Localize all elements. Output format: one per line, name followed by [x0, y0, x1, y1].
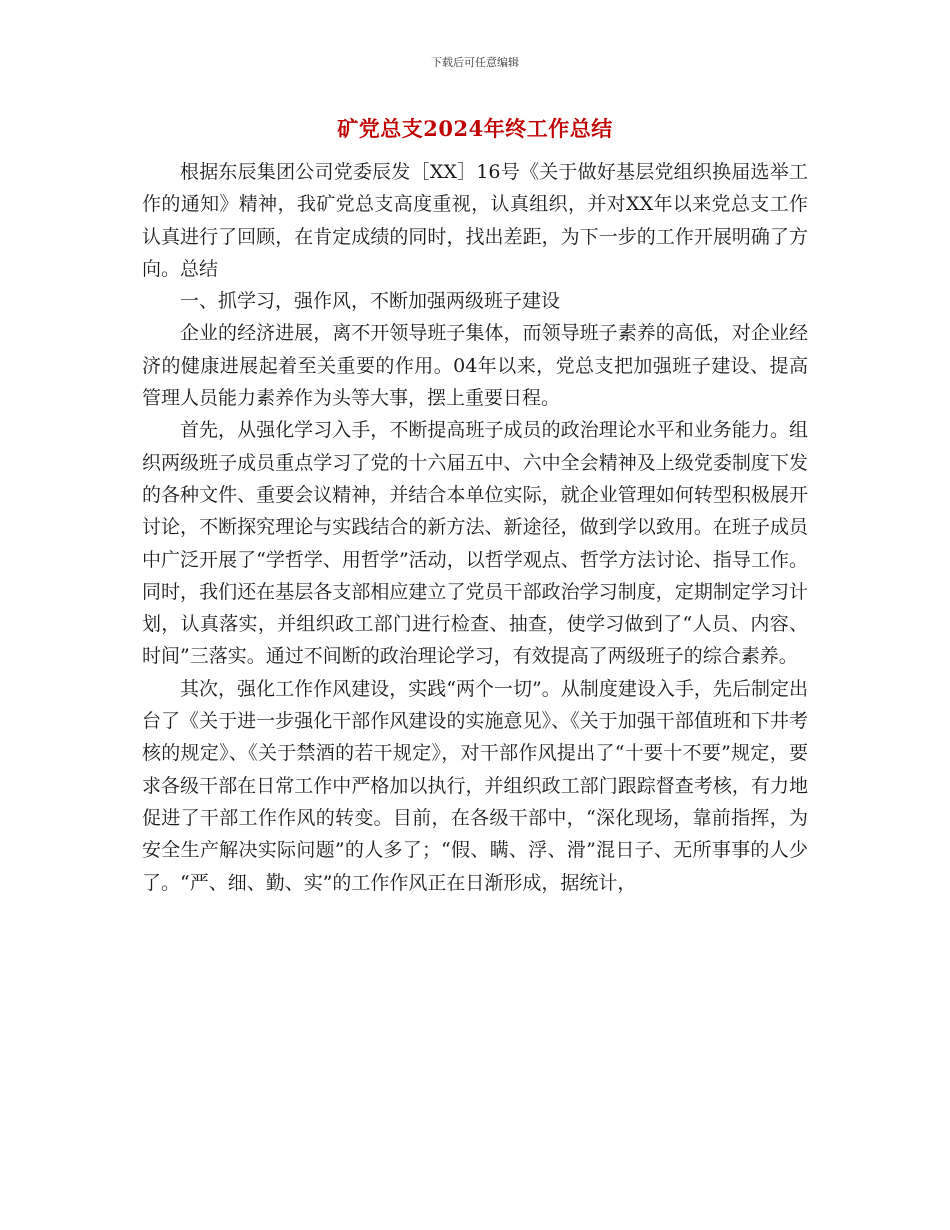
paragraph-intro: 根据东辰集团公司党委辰发［XX］16号《关于做好基层党组织换届选举工作的通知》精神，我矿党总支高度重视，认真组织，并对XX年以来党总支工作认真进行了回顾，在肯定成绩的同时，找出差距，为下一步的工作开展明确了方向。总结: [142, 161, 808, 280]
section-heading-1: 一、抓学习，强作风，不断加强两级班子建设: [180, 290, 561, 313]
paragraph-work-style: 其次，强化工作作风建设，实践“两个一切”。从制度建设入手，先后制定出台了《关于进一步强化干部作风建设的实施意见》、《关于加强干部值班和下井考核的规定》、《关于禁酒的若干规定》，对干部作风提出了“十要十不要”规定，要求各级干部在日常工作中严格加以执行，并组织政工部门跟踪督查考核，有力地促进了干部工作作风的转变。目前，在各级干部中，“深化现场，靠前指挥，为安全生产解决实际问题”的人多了；“假、瞒、浮、滑”混日子、无所事事的人少了。“严、细、勤、实”的工作作风正在日渐形成，据统计，: [142, 677, 808, 894]
paragraph-leadership: 企业的经济进展，离不开领导班子集体，而领导班子素养的高低，对企业经济的健康进展起着至关重要的作用。04年以来，党总支把加强班子建设、提高管理人员能力素养作为头等大事，摆上重要日程。: [142, 322, 808, 410]
header-note: 下载后可任意编辑: [431, 56, 519, 69]
paragraph-study: 首先，从强化学习入手，不断提高班子成员的政治理论水平和业务能力。组织两级班子成员重点学习了党的十六届五中、六中全会精神及上级党委制度下发的各种文件、重要会议精神，并结合本单位实际，就企业管理如何转型积极展开讨论，不断探究理论与实践结合的新方法、新途径，做到学以致用。在班子成员中广泛开展了“学哲学、用哲学”活动，以哲学观点、哲学方法讨论、指导工作。同时，我们还在基层各支部相应建立了党员干部政治学习制度，定期制定学习计划，认真落实，并组织政工部门进行检查、抽查，使学习做到了“人员、内容、时间”三落实。通过不间断的政治理论学习，有效提高了两级班子的综合素养。: [142, 419, 808, 668]
document-body: [142, 156, 808, 899]
document-title: 矿党总支2024年终工作总结: [337, 116, 613, 141]
